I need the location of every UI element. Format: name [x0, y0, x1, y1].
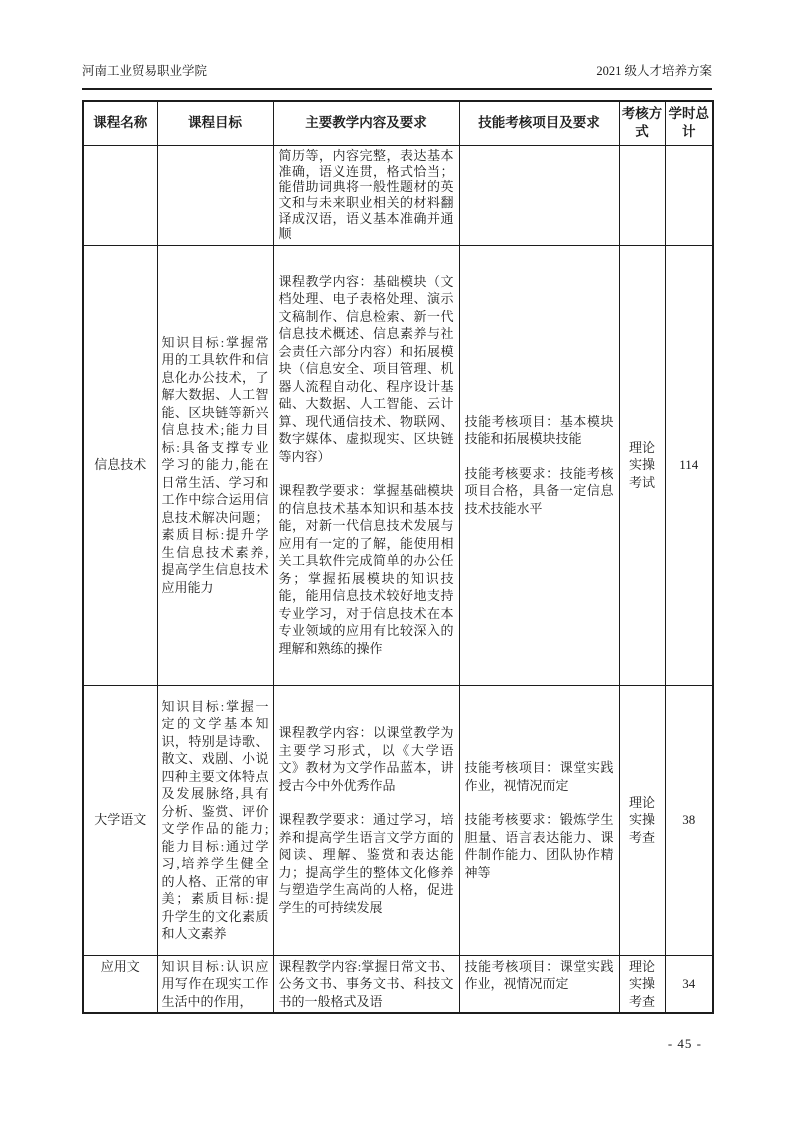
assessment-method-cell — [619, 245, 665, 685]
assessment-method-cell-content — [624, 958, 661, 1011]
total-hours-cell — [665, 245, 713, 685]
total-hours-cell-content — [671, 456, 708, 474]
header-left-text: 河南工业贸易职业学院 — [82, 64, 208, 78]
skill-assessment-cell — [459, 955, 619, 1013]
skill-assessment-cell — [459, 685, 619, 955]
skill-assessment-cell — [459, 145, 619, 245]
cell-paragraph: 理论实操考试 — [628, 439, 655, 490]
assessment-method-cell — [619, 685, 665, 955]
table-row — [83, 145, 713, 245]
table-row — [83, 955, 713, 1013]
cell-paragraph: 技能考核项目：基本模块技能和拓展模块技能 — [464, 413, 614, 447]
assessment-method-cell — [619, 145, 665, 245]
course-objectives-cell — [157, 685, 273, 955]
total-hours-cell — [665, 955, 713, 1013]
cell-paragraph: 理论实操考查 — [628, 958, 655, 1009]
column-header: 主要教学内容及要求 — [273, 101, 459, 145]
assessment-method-cell-content — [624, 794, 661, 847]
skill-assessment-cell-content — [465, 958, 614, 993]
total-hours-cell — [665, 685, 713, 955]
cell-paragraph: 技能考核项目：课堂实践作业，视情况而定 — [464, 958, 614, 991]
cell-paragraph: 课程教学内容：基础模块（文档处理、电子表格处理、演示文稿制作、信息检索、新一代信息技术概述、信息素养与社会责任六部分内容）和拓展模块（信息安全、项目管理、机器人流程自动化、程序设计基础、大数据、人工智能、云计算、现代通信技术、物联网、数字媒体、虚拟现实、区块链等内容） — [278, 273, 454, 464]
course-objectives-cell — [157, 245, 273, 685]
table-header-row — [83, 101, 713, 145]
table-row — [83, 685, 713, 955]
assessment-method-cell — [619, 955, 665, 1013]
course-name-cell-content — [89, 811, 152, 829]
assessment-method-cell-content — [624, 439, 661, 492]
cell-paragraph: 技能考核要求：锻炼学生胆量、语言表达能力、课件制作能力、团队协作精神等 — [464, 812, 614, 880]
cell-paragraph: 38 — [682, 812, 696, 828]
teaching-content-cell-content — [279, 724, 454, 916]
header-rule — [82, 88, 712, 90]
cell-paragraph: 34 — [682, 976, 696, 991]
cell-paragraph: 知识目标:掌握常用的工具软件和信息化办公技术，了解大数据、人工智能、区块链等新兴信息技术;能力目标:具备支撑专业学习的能力,能在日常生活、学习和工作中综合运用信息技术解决问题；素质目标:提升学生信息技术素养,提高学生信息技术应用能力 — [161, 334, 269, 595]
course-name-cell — [83, 955, 157, 1013]
cell-paragraph: 应用文 — [100, 958, 140, 974]
cell-paragraph: 课程教学内容：以课堂教学为主要学习形式，以《大学语文》教材为文学作品蓝本，讲授古今中外优秀作品 — [278, 725, 454, 793]
course-objectives-cell-content — [162, 698, 269, 943]
course-table — [82, 100, 714, 1014]
total-hours-cell-content — [671, 811, 708, 829]
course-objectives-cell-content — [162, 334, 269, 597]
teaching-content-cell-content — [279, 958, 454, 1011]
cell-paragraph: 技能考核项目：课堂实践作业，视情况而定 — [464, 760, 614, 793]
course-objectives-cell — [157, 145, 273, 245]
total-hours-cell-content — [671, 975, 708, 993]
cell-paragraph: 课程教学要求：掌握基础模块的信息技术基本知识和基本技能，对新一代信息技术发展与应用有一定的了解，能使用相关工具软件完成简单的办公任务；掌握拓展模块的知识技能，能用信息技术较好地支持专业学习，对于信息技术在本专业领域的应用有比较深入的理解和熟练的操作 — [278, 483, 454, 656]
skill-assessment-cell-content — [465, 759, 614, 881]
skill-assessment-cell-content — [465, 413, 614, 518]
cell-paragraph: 知识目标:认识应用写作在现实工作生活中的作用， — [161, 958, 269, 1009]
table-row — [83, 245, 713, 685]
teaching-content-cell — [273, 145, 459, 245]
cell-paragraph: 课程教学要求：通过学习，培养和提高学生语言文学方面的阅读、理解、鉴赏和表达能力；提高学生的整体文化修养与塑造学生高尚的人格，促进学生的可持续发展 — [278, 812, 454, 915]
course-name-cell-content — [89, 456, 152, 474]
course-name-cell — [83, 685, 157, 955]
course-name-cell-content — [89, 958, 152, 976]
column-header: 课程目标 — [157, 101, 273, 145]
cell-paragraph: 课程教学内容:掌握日常文书、公务文书、事务文书、科技文书的一般格式及语 — [278, 958, 454, 1009]
cell-paragraph: 大学语文 — [94, 812, 147, 828]
cell-paragraph: 知识目标:掌握一定的文学基本知识，特别是诗歌、散文、戏剧、小说四种主要文体特点及发展脉络,具有分析、鉴赏、评价文学作品的能力;能力目标:通过学习,培养学生健全的人格、正常的审美；素质目标:提升学生的文化素质和人文素养 — [161, 698, 269, 941]
column-header: 学时总计 — [665, 101, 713, 145]
cell-paragraph: 理论实操考查 — [628, 794, 655, 845]
cell-paragraph: 信息技术 — [94, 457, 147, 473]
teaching-content-cell-content — [279, 148, 454, 242]
course-objectives-cell-content — [162, 958, 269, 1011]
total-hours-cell — [665, 145, 713, 245]
column-header: 考核方式 — [619, 101, 665, 145]
column-header: 课程名称 — [83, 101, 157, 145]
skill-assessment-cell — [459, 245, 619, 685]
teaching-content-cell — [273, 245, 459, 685]
page-header — [82, 63, 712, 79]
course-objectives-cell — [157, 955, 273, 1013]
column-header: 技能考核项目及要求 — [459, 101, 619, 145]
course-table-body — [83, 145, 713, 1013]
cell-paragraph: 简历等，内容完整，表达基本准确，语义连贯，格式恰当；能借助词典将一般性题材的英文和与未来职业相关的材料翻译成汉语，语义基本准确并通顺 — [278, 148, 454, 242]
teaching-content-cell — [273, 955, 459, 1013]
page-number: - 45 - — [667, 1036, 702, 1051]
teaching-content-cell-content — [279, 273, 454, 658]
cell-paragraph: 技能考核要求：技能考核项目合格，具备一定信息技术技能水平 — [464, 465, 614, 516]
course-name-cell — [83, 145, 157, 245]
header-right-text: 2021 级人才培养方案 — [596, 64, 712, 78]
cell-paragraph: 114 — [679, 457, 699, 473]
course-name-cell — [83, 245, 157, 685]
teaching-content-cell — [273, 685, 459, 955]
